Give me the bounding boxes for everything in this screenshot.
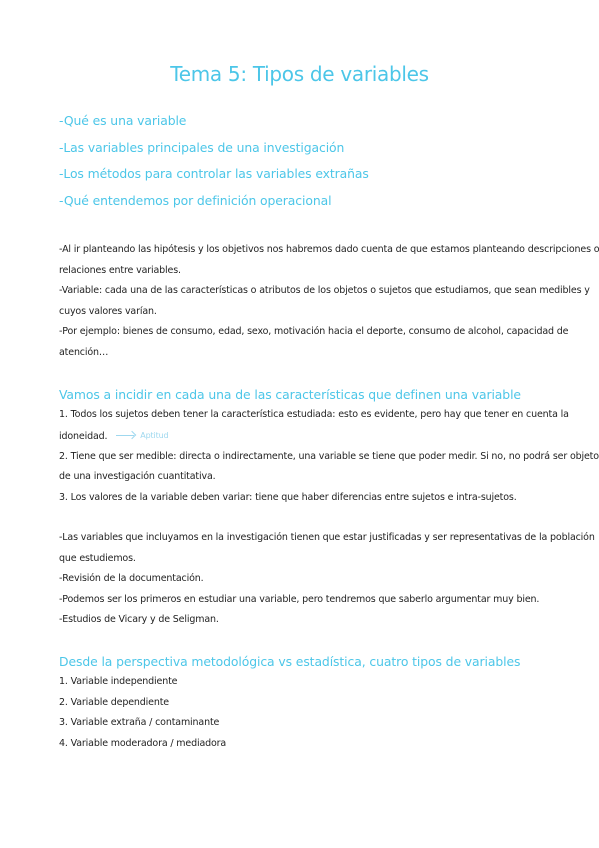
documentation-line: -Revisión de la documentación.: [59, 573, 204, 584]
topic-item: -Los métodos para controlar las variables extrañas: [59, 166, 369, 181]
characteristic-1-line-2: [59, 426, 543, 447]
topics-list: [59, 112, 559, 218]
intro-paragraph-1-line-1: -Al ir planteando las hipótesis y los objetivos nos habremos dado cuenta de que estamos planteando descripciones o: [59, 244, 599, 255]
variable-type-item: 3. Variable extraña / contaminante: [59, 717, 220, 728]
variable-definition-line-2: cuyos valores varían.: [59, 305, 157, 317]
arrow-right-icon: [116, 435, 134, 436]
characteristic-2-line-2: de una investigación cuantitativa.: [59, 471, 216, 483]
characteristics-heading: Vamos a incidir en cada una de las características que definen una variable: [59, 387, 521, 402]
characteristic-3-line-1: 3. Los valores de la variable deben variar: tiene que haber diferencias entre sujetos e intra-sujetos.: [59, 491, 517, 503]
variable-types-heading: Desde la perspectiva metodológica vs estadística, cuatro tipos de variables: [59, 654, 521, 669]
justification-line-1: -Las variables que incluyamos en la investigación tienen que estar justificadas y ser representativas de la población: [59, 532, 595, 543]
variable-types-section: [59, 652, 543, 754]
variable-type-item: 1. Variable independiente: [59, 676, 178, 687]
characteristics-section: [59, 385, 599, 508]
justification-section: [59, 528, 595, 631]
first-study-line: -Podemos ser los primeros en estudiar una variable, pero tendremos que saberlo argumentar muy bien.: [59, 593, 540, 605]
page-title: Tema 5: Tipos de variables: [170, 62, 429, 86]
variable-definition-line-1: -Variable: cada una de las características o atributos de los objetos o sujetos que estudiamos, que sean medibles y: [59, 285, 590, 296]
characteristic-2-line-1: 2. Tiene que ser medible: directa o indirectamente, una variable se tiene que poder medir. Si no, no podrá ser objeto: [59, 450, 599, 462]
example-line-1: -Por ejemplo: bienes de consumo, edad, sexo, motivación hacia el deporte, consumo de alcohol, capacidad de: [59, 326, 569, 337]
studies-line: -Estudios de Vicary y de Seligman.: [59, 614, 219, 625]
topic-item: -Qué entendemos por definición operacional: [59, 192, 332, 208]
topic-item: -Las variables principales de una investigación: [59, 139, 345, 155]
intro-section: [59, 240, 599, 363]
intro-paragraph-1-line-2: relaciones entre variables.: [59, 264, 181, 276]
variable-type-item: 4. Variable moderadora / mediadora: [59, 737, 227, 749]
idoneidad-text: idoneidad.: [59, 430, 108, 442]
handwritten-note: [116, 426, 168, 447]
example-line-2: atención…: [59, 346, 109, 358]
note-text: Aptitud: [140, 430, 169, 440]
justification-line-2: que estudiemos.: [59, 552, 136, 564]
variable-type-item: 2. Variable dependiente: [59, 696, 169, 708]
characteristic-1-line-1: 1. Todos los sujetos deben tener la característica estudiada: esto es evidente, pero hay que tener en cuenta la: [59, 409, 569, 420]
topic-item: -Qué es una variable: [59, 113, 187, 128]
